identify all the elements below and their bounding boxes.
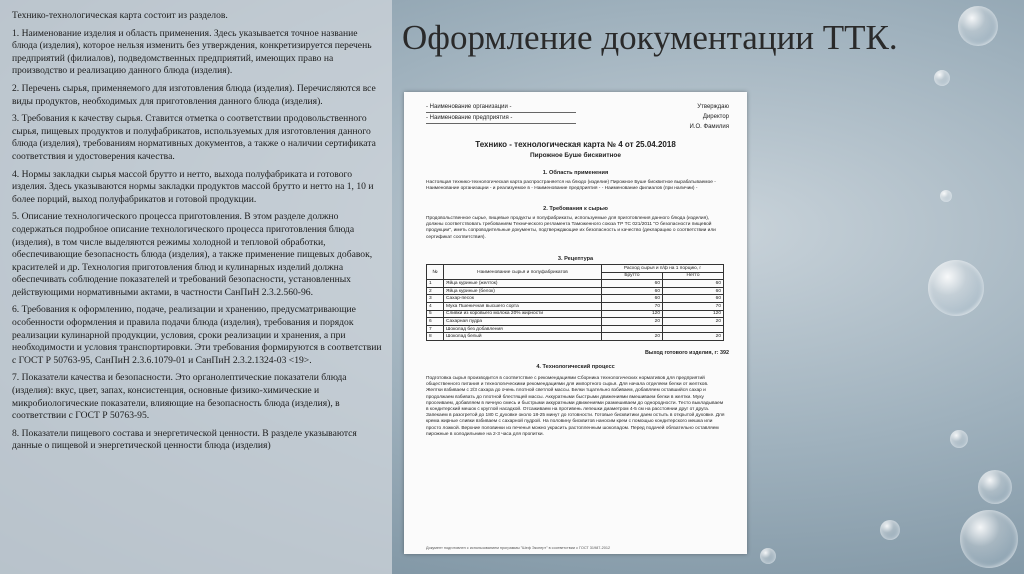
cell-name: Сливки из коровьего молока 20% жирности <box>444 310 602 318</box>
cell-gross: 60 <box>602 287 663 295</box>
section-title: 3. Рецептура <box>557 256 594 262</box>
table-row <box>427 325 724 333</box>
bubble-decoration <box>880 520 900 540</box>
cell-gross: 20 <box>602 333 663 341</box>
card-subtitle: Пирожное Буше бисквитное <box>529 152 622 159</box>
cell-name: Шоколад белый <box>444 333 602 341</box>
cell-gross: 70 <box>602 302 663 310</box>
section-text: Продовольственное сырье, пищевые продукты и полуфабрикаты, используемые для приготовления данного блюда (изделия), должны соответствовать требованиям Технического регламента Таможенного союза ТР ТС 021/2011 "О безопасности пищевой продукции", иметь сопроводительные документы, подтверждающие их безопасность и качество (декларацию о соответствии или сертификат соответствия). <box>426 216 716 240</box>
section-text: Подготовка сырья производится в соответствие с рекомендациями Сборника технологических нормативов для предприятий общественного питания и технологическими рекомендациями для импортного сырья. Для начала отделяем белки от желтков. Желтки взбиваем с 2/3 сахара до очень плотной светлой массы. Белки тщательно взбиваем, добавляем оставшийся сахар и продолжаем взбивать до плотной блестящей массы. Аккуратными быстрыми движениями вмешиваем белки в желтки. Муку просеиваем, добавляем в яичную смесь и быстрыми аккуратными движениями размешиваем до однородности. Тесто выкладываем в кондитерский мешок с круглой насадкой. Отсаживаем на противень лепешки диаметром 4-5 см на расстоянии друг от друга. Запекаем в разогретой до 180 С духовке около 18-25 минут до готовности. Готовые бисквитики даем остыть в открытой духовке. Для крема жирные сливки взбиваем с сахарной пудрой. На половину бисквитов наносим крем с помощью кондитерского мешка или просто ложкой. Верхние половинки из печенья можно украсить растопленным шоколадом. Перед подачей обязательно оставляем пирожные в холодильнике на 2-3 часа для пропитки. <box>426 376 725 437</box>
cell-net: 70 <box>663 302 724 310</box>
director-label: Директор <box>702 114 729 120</box>
paragraph-8: 8. Показатели пищевого состава и энергетической ценности. В разделе указываются данные о пищевой и энергетической ценности блюда (изделия) <box>12 427 357 452</box>
table-row <box>427 280 724 288</box>
section-title: 4. Технологический процесс <box>536 364 615 370</box>
document-header-left <box>426 102 576 124</box>
table-row <box>427 302 724 310</box>
slide-title: Оформление документации ТТК. <box>402 18 898 57</box>
cell-no: 8 <box>427 333 444 341</box>
cell-net: 120 <box>663 310 724 318</box>
cell-no: 3 <box>427 295 444 303</box>
cell-gross: 60 <box>602 295 663 303</box>
section-title: 1. Область применения <box>542 170 609 176</box>
table-header-no: № <box>427 265 444 280</box>
enterprise-name: - Наименование предприятия - <box>426 113 576 124</box>
bubble-decoration <box>978 470 1012 504</box>
cell-name: Яйца куриные (белок) <box>444 287 602 295</box>
table-row <box>427 295 724 303</box>
table-row <box>427 318 724 326</box>
cell-no: 6 <box>427 318 444 326</box>
paragraph-6: 6. Требования к оформлению, подаче, реализации и хранению, предусматривающие особенности оформления и правила подачи блюда (изделия), требования и порядок реализации кулинарной продукции, условия, сроки реализации и хранения, а при необходимости и условия транспортировки. Эти требования формируются в соответствии с ГОСТ Р 50763-95, СанПиН 2.3.6.1079-01 и СанПиН 2.3.2.1324-03 <19>. <box>12 304 382 366</box>
cell-no: 2 <box>427 287 444 295</box>
cell-no: 7 <box>427 325 444 333</box>
cell-gross: 60 <box>602 280 663 288</box>
intro-paragraph: Технико-технологическая карта состоит из разделов. <box>12 10 228 21</box>
cell-name: Мука Пшеничная высшего сорта <box>444 302 602 310</box>
sections-description <box>12 10 382 458</box>
paragraph-7: 7. Показатели качества и безопасности. Это органолептические показатели блюда (изделия): вкус, цвет, запах, консистенция, основные физико-химические и микробиологические показатели, влияющие на безопасность блюда (изделия), в соответствии с ГОСТ Р 50763-95. <box>12 372 347 422</box>
cell-net: 20 <box>663 318 724 326</box>
card-title: Технико - технологическая карта № 4 от 25.04.2018 <box>475 140 676 149</box>
bubble-decoration <box>928 260 984 316</box>
table-header-group: Расход сырья и п/ф на 1 порцию, г <box>602 265 724 273</box>
bubble-decoration <box>950 430 968 448</box>
paragraph-3: 3. Требования к качеству сырья. Ставится отметка о соответствии продовольственного сырья, пищевых продуктов и полуфабрикатов, используемых для изготовления данного блюда (изделия), требованиям нормативных документов, а также о наличии сертификата соответствия и удостоверения качества. <box>12 113 376 162</box>
bubble-decoration <box>760 548 776 564</box>
paragraph-4: 4. Нормы закладки сырья массой брутто и нетто, выхода полуфабриката и готового изделия. Здесь указываются нормы закладки продуктов массой брутто и нетто на 1, 10 и более порций, выход полуфабрикатов и готовой продукции. <box>12 168 374 205</box>
document-footer: Документ подготовлен с использованием программы "Шеф Эксперт" в соответствии с ГОСТ 31987-2012 <box>426 546 611 550</box>
bubble-decoration <box>960 510 1018 568</box>
cell-gross: 120 <box>602 310 663 318</box>
approve-label: Утверждаю <box>697 104 729 110</box>
cell-net: 60 <box>663 287 724 295</box>
cell-name: Яйца куриные (желток) <box>444 280 602 288</box>
cell-net: 20 <box>663 333 724 341</box>
table-row <box>427 333 724 341</box>
table-row <box>427 287 724 295</box>
cell-name: Сахарная пудра <box>444 318 602 326</box>
cell-no: 5 <box>427 310 444 318</box>
organization-name: - Наименование организации - <box>426 102 576 113</box>
cell-name: Шоколад без добавления <box>444 325 602 333</box>
document-approval <box>690 102 729 132</box>
paragraph-2: 2. Перечень сырья, применяемого для изготовления блюда (изделия). Перечисляются все виды продуктов, необходимых для приготовления данного блюда (изделия). <box>12 82 376 107</box>
recipe-table <box>426 264 724 341</box>
section-text: Настоящая технико-технологическая карта распространяется на блюдо (изделие) Пирожное Буше бисквитное вырабатываемое - Наименование организации - и реализуемое в - Наименование предприятия - - Наименование филиалов (при наличии) - <box>426 180 716 192</box>
left-text-panel <box>0 0 392 574</box>
cell-net: 60 <box>663 280 724 288</box>
table-header-gross: Брутто <box>602 272 663 280</box>
cell-gross <box>602 325 663 333</box>
cell-no: 1 <box>427 280 444 288</box>
cell-gross: 20 <box>602 318 663 326</box>
cell-net: 60 <box>663 295 724 303</box>
paragraph-5: 5. Описание технологического процесса приготовления. В этом разделе должно содержаться подробное описание технологического процесса приготовления блюда (изделия), в том числе выделяются режимы холодной и тепловой обработки, обеспечивающие безопасность блюда (изделия), а также применение пищевых добавок, красителей и др. Технология приготовления блюд и кулинарных изделий должна обеспечивать соблюдение показателей и требований безопасности, установленных действующими нормативными актами, в частности СанПиН 2.3.2.560-96. <box>12 211 373 298</box>
cell-net <box>663 325 724 333</box>
paragraph-1: 1. Наименование изделия и область применения. Здесь указывается точное название блюда (изделия), которое нельзя изменить без утверждения, конкретизируется перечень предприятий (филиалов), подведомственных предприятий, имеющих право на производство и реализацию данного блюда (изделия). <box>12 27 372 77</box>
bubble-decoration <box>940 190 952 202</box>
ttk-document-image <box>404 92 747 554</box>
table-header-name: Наименование сырья и полуфабрикатов <box>444 265 602 280</box>
section-title: 2. Требования к сырью <box>543 206 608 212</box>
bubble-decoration <box>934 70 950 86</box>
cell-no: 4 <box>427 302 444 310</box>
table-header-net: Нетто <box>663 272 724 280</box>
signature-name: И.О. Фамилия <box>689 124 729 130</box>
table-row <box>427 310 724 318</box>
yield-total: Выход готового изделия, г: 392 <box>644 350 729 356</box>
cell-name: Сахар-песок <box>444 295 602 303</box>
